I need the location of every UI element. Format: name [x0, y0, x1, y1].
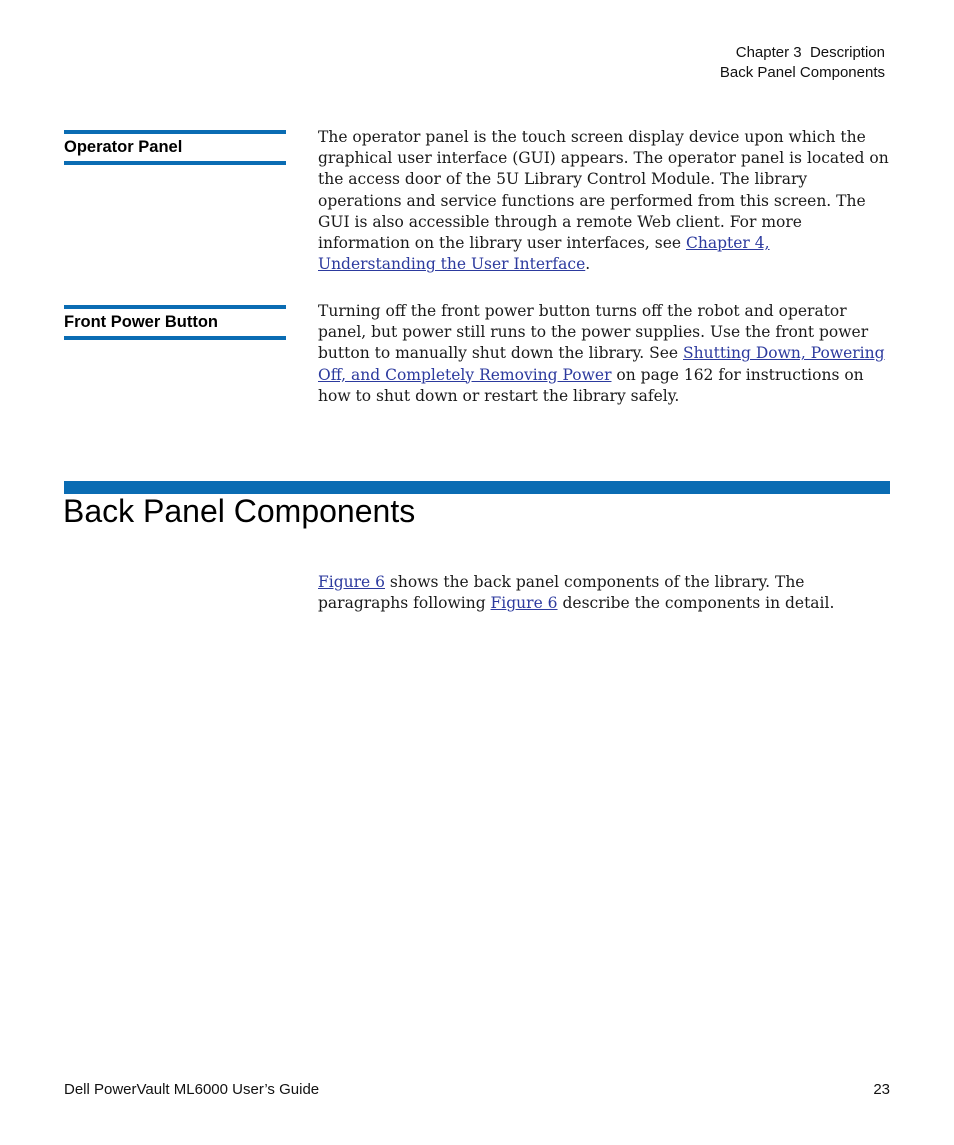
running-header: [720, 43, 885, 83]
operator-panel-heading: Operator Panel: [64, 130, 286, 165]
front-power-button-paragraph: [318, 301, 890, 407]
operator-panel-text: The operator panel is the touch screen display device upon which the graphical user interface (GUI) appears. The operator panel is located on the access door of the 5U Library Control Module. The library operations and service functions are performed from this screen. The GUI is also accessible through a remote Web client. For more information on the library user interfaces, see: [318, 128, 889, 253]
figure-6-link-second[interactable]: Figure 6: [490, 594, 558, 613]
front-power-button-heading: Front Power Button: [64, 305, 286, 340]
footer-guide-title: Dell PowerVault ML6000 User’s Guide: [64, 1081, 320, 1098]
back-panel-text-end: describe the components in detail.: [557, 594, 835, 613]
header-chapter: Chapter 3 Description: [735, 44, 885, 61]
back-panel-paragraph: [318, 572, 890, 614]
chapter-4-link[interactable]: Chapter 4, Understanding the User Interface: [318, 234, 770, 274]
front-power-button-text-end: on page 162 for instructions on how to shut down or restart the library safely.: [318, 365, 864, 405]
front-power-button-text: Turning off the front power button turns off the robot and operator panel, but power still runs to the power supplies. Use the front power button to manually shut down the library. See: [318, 302, 869, 363]
operator-panel-text-end: .: [585, 255, 591, 274]
back-panel-text: shows the back panel components of the library. The paragraphs following: [318, 573, 805, 613]
header-section: Back Panel Components: [719, 64, 885, 81]
shutting-down-link[interactable]: Shutting Down, Powering Off, and Completely Removing Power: [318, 344, 885, 384]
operator-panel-paragraph: [318, 127, 890, 275]
section-title: Back Panel Components: [63, 493, 416, 529]
figure-6-link[interactable]: Figure 6: [318, 573, 385, 591]
footer-page-number: 23: [873, 1081, 890, 1098]
